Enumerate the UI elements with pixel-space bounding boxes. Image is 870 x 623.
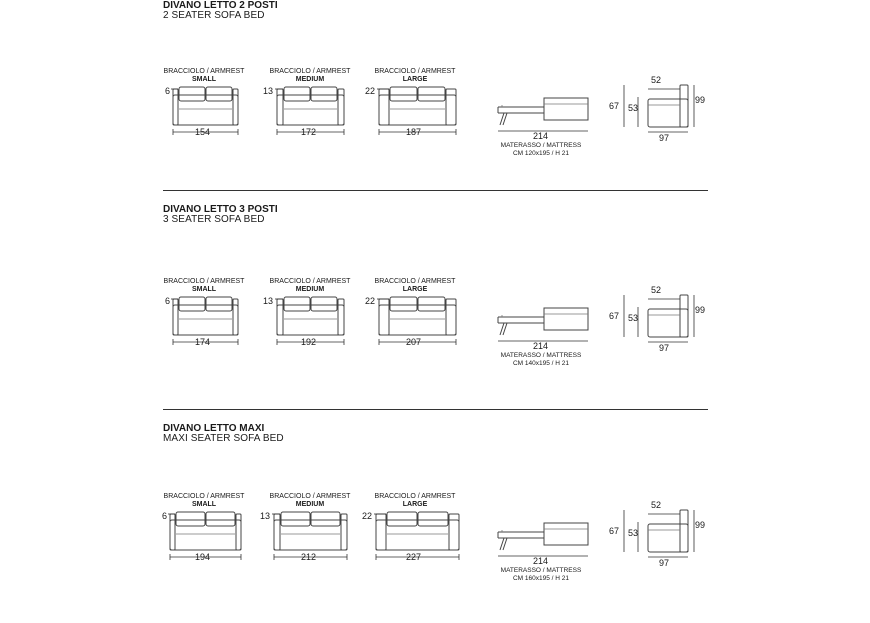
- armrest-caption: BRACCIOLO / ARMREST: [374, 493, 456, 500]
- sofa-width-value: 227: [406, 552, 422, 562]
- armrest-label-small: [154, 493, 254, 509]
- sofa-bed-open-view: [494, 303, 604, 353]
- mattress-spec: CM 160x195 / H 21: [512, 575, 569, 582]
- sofa-bed-open-view: [494, 93, 604, 143]
- armrest-caption: BRACCIOLO / ARMREST: [269, 493, 351, 500]
- profile-total-height-value: 67: [609, 101, 620, 111]
- armrest-label-medium: [260, 493, 360, 509]
- armrest-label-medium: [260, 278, 360, 294]
- armrest-size: SMALL: [191, 286, 217, 293]
- armrest-label-large: [365, 493, 465, 509]
- mattress-spec: CM 120x195 / H 21: [512, 150, 569, 157]
- armrest-size: LARGE: [402, 286, 428, 293]
- armrest-width-value: 13: [263, 296, 274, 306]
- profile-back-depth-value: 52: [651, 285, 662, 295]
- section-subtitle: 3 SEATER SOFA BED: [163, 214, 265, 225]
- sofa-width-value: 194: [195, 552, 211, 562]
- profile-back-depth-value: 52: [651, 500, 662, 510]
- profile-back-depth-value: 52: [651, 75, 662, 85]
- armrest-label-large: [365, 278, 465, 294]
- mattress-caption: [486, 352, 596, 368]
- profile-seat-height-value: 53: [628, 103, 639, 113]
- mattress-label: MATERASSO / MATTRESS: [500, 142, 582, 149]
- armrest-caption: BRACCIOLO / ARMREST: [269, 68, 351, 75]
- armrest-caption: BRACCIOLO / ARMREST: [374, 278, 456, 285]
- armrest-width-value: 22: [365, 296, 376, 306]
- armrest-size: MEDIUM: [295, 501, 325, 508]
- armrest-label-small: [154, 68, 254, 84]
- armrest-width-value: 22: [362, 511, 373, 521]
- section-2: [0, 204, 870, 404]
- section-1: [0, 0, 870, 200]
- profile-depth-value: 97: [659, 558, 670, 568]
- profile-total-height-value: 67: [609, 526, 620, 536]
- armrest-label-large: [365, 68, 465, 84]
- profile-height-value: 99: [695, 95, 706, 105]
- section-title: DIVANO LETTO 2 POSTI: [163, 0, 278, 11]
- armrest-caption: BRACCIOLO / ARMREST: [163, 68, 245, 75]
- bed-length-value: 214: [533, 556, 549, 566]
- armrest-width-value: 13: [260, 511, 271, 521]
- profile-height-value: 99: [695, 520, 706, 530]
- sofa-width-value: 207: [406, 337, 422, 347]
- profile-height-value: 99: [695, 305, 706, 315]
- armrest-width-value: 6: [162, 511, 168, 521]
- sofa-width-value: 172: [301, 127, 317, 137]
- armrest-size: LARGE: [402, 76, 428, 83]
- armrest-size: MEDIUM: [295, 76, 325, 83]
- bed-length-value: 214: [533, 341, 549, 351]
- armrest-width-value: 13: [263, 86, 274, 96]
- section-3: [0, 423, 870, 623]
- armrest-size: SMALL: [191, 76, 217, 83]
- mattress-caption: [486, 142, 596, 158]
- profile-seat-height-value: 53: [628, 528, 639, 538]
- armrest-size: SMALL: [191, 501, 217, 508]
- mattress-label: MATERASSO / MATTRESS: [500, 567, 582, 574]
- armrest-label-medium: [260, 68, 360, 84]
- mattress-caption: [486, 567, 596, 583]
- armrest-label-small: [154, 278, 254, 294]
- armrest-size: MEDIUM: [295, 286, 325, 293]
- mattress-spec: CM 140x195 / H 21: [512, 360, 569, 367]
- sofa-bed-open-view: [494, 518, 604, 568]
- armrest-size: LARGE: [402, 501, 428, 508]
- section-title: DIVANO LETTO 3 POSTI: [163, 204, 278, 215]
- armrest-width-value: 22: [365, 86, 376, 96]
- section-subtitle: MAXI SEATER SOFA BED: [163, 433, 284, 444]
- section-title: DIVANO LETTO MAXI: [163, 423, 265, 434]
- profile-total-height-value: 67: [609, 311, 620, 321]
- section-subtitle: 2 SEATER SOFA BED: [163, 10, 265, 21]
- section-divider-2: [163, 409, 708, 410]
- armrest-caption: BRACCIOLO / ARMREST: [269, 278, 351, 285]
- mattress-label: MATERASSO / MATTRESS: [500, 352, 582, 359]
- sofa-width-value: 212: [301, 552, 317, 562]
- bed-length-value: 214: [533, 131, 549, 141]
- sofa-width-value: 187: [406, 127, 422, 137]
- profile-depth-value: 97: [659, 133, 670, 143]
- armrest-caption: BRACCIOLO / ARMREST: [163, 493, 245, 500]
- section-divider-1: [163, 190, 708, 191]
- sofa-width-value: 174: [195, 337, 211, 347]
- armrest-caption: BRACCIOLO / ARMREST: [163, 278, 245, 285]
- sofa-width-value: 154: [195, 127, 211, 137]
- armrest-caption: BRACCIOLO / ARMREST: [374, 68, 456, 75]
- sofa-width-value: 192: [301, 337, 317, 347]
- armrest-width-value: 6: [165, 296, 171, 306]
- profile-depth-value: 97: [659, 343, 670, 353]
- profile-seat-height-value: 53: [628, 313, 639, 323]
- armrest-width-value: 6: [165, 86, 171, 96]
